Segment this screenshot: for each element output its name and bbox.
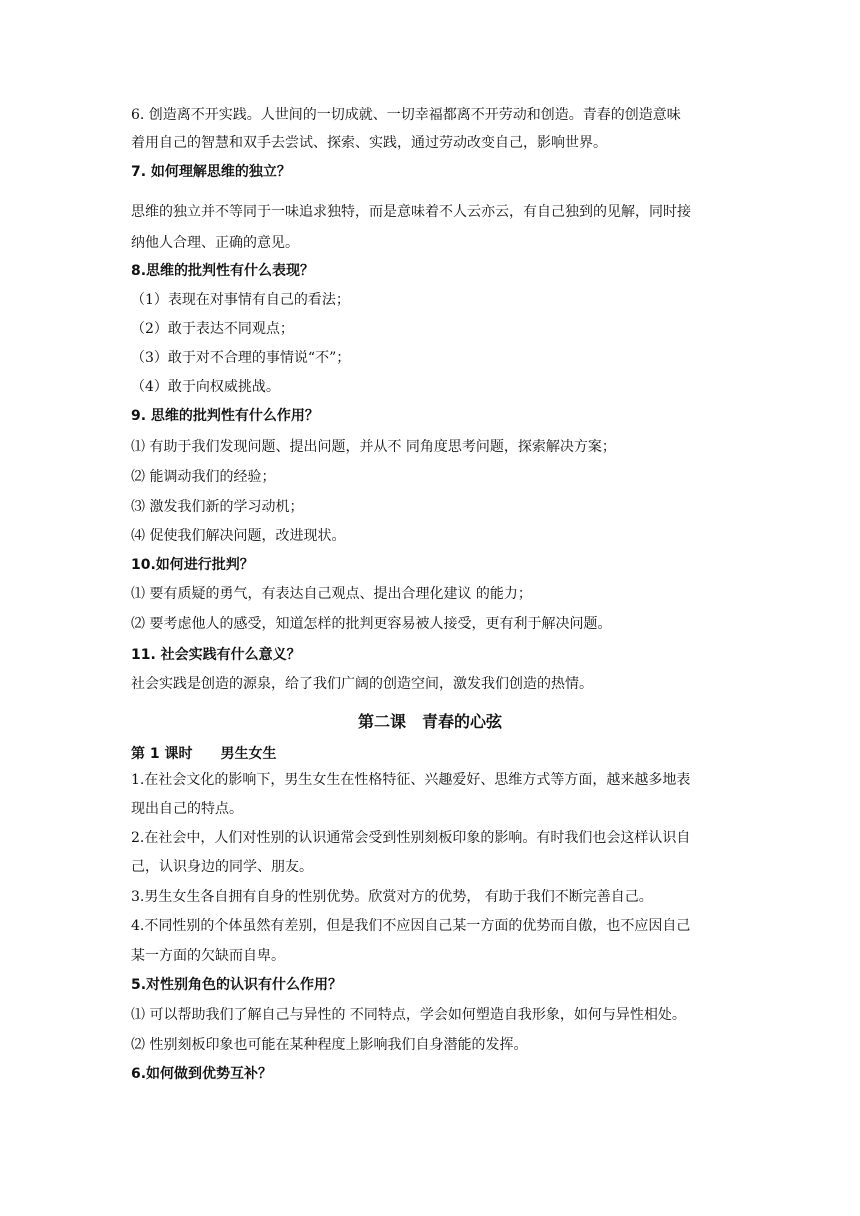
paragraph-line: 社会实践是创造的源泉，给了我们广阔的创造空间，激发我们创造的热情。 <box>131 676 593 692</box>
paragraph-line: 己，认识身边的同学、朋友。 <box>131 859 313 875</box>
paragraph-line: 6. 创造离不开实践。人世间的一切成就、一切幸福都离不开劳动和创造。青春的创造意味 <box>131 107 681 123</box>
question-heading: 6.如何做到优势互补？ <box>131 1066 273 1082</box>
list-item: ⑵ 要考虑他人的感受，知道怎样的批判更容易被人接受，更有利于解决问题。 <box>131 616 612 632</box>
paragraph-line: 1.在社会文化的影响下，男生女生在性格特征、兴趣爱好、思维方式等方面，越来越多地表 <box>131 772 691 788</box>
paragraph-line: 纳他人合理、正确的意见。 <box>131 235 299 251</box>
list-item: ⑷ 促使我们解决问题，改进现状。 <box>131 528 346 544</box>
list-item: ⑴ 有助于我们发现问题、提出问题，并从不 同角度思考问题，探索解决方案； <box>131 439 616 455</box>
question-heading: 8.思维的批判性有什么表现？ <box>131 263 315 279</box>
list-item: （3）敢于对不合理的事情说“不”； <box>131 350 351 366</box>
section-heading: 第 1 课时 男生女生 <box>131 746 277 762</box>
paragraph-line: 着用自己的智慧和双手去尝试、探索、实践，通过劳动改变自己，影响世界。 <box>131 135 607 151</box>
list-item: （4）敢于向权威挑战。 <box>131 379 280 395</box>
list-item: ⑴ 要有质疑的勇气，有表达自己观点、提出合理化建议 的能力； <box>131 586 532 602</box>
paragraph-line: 3.男生女生各自拥有自身的性别优势。欣赏对方的优势， 有助于我们不断完善自己。 <box>131 889 653 905</box>
question-heading: 5.对性别角色的认识有什么作用？ <box>131 977 343 993</box>
list-item: （2）敢于表达不同观点； <box>131 321 294 337</box>
paragraph-line: 现出自己的特点。 <box>131 801 243 817</box>
question-heading: 9. 思维的批判性有什么作用？ <box>131 408 319 424</box>
list-item: ⑵ 能调动我们的经验； <box>131 469 276 485</box>
list-item: ⑶ 激发我们新的学习动机； <box>131 499 304 515</box>
list-item: ⑴ 可以帮助我们了解自己与异性的 不同特点，学会如何塑造自我形象，如何与异性相处。 <box>131 1007 686 1023</box>
lesson-title: 第二课 青春的心弦 <box>357 712 502 731</box>
paragraph-line: 某一方面的欠缺而自卑。 <box>131 948 285 964</box>
question-heading: 10.如何进行批判？ <box>131 557 254 573</box>
question-heading: 7. 如何理解思维的独立？ <box>131 164 291 180</box>
paragraph-line: 2.在社会中，人们对性别的认识通常会受到性别刻板印象的影响。有时我们也会这样认识自 <box>131 830 691 846</box>
paragraph-line: 4.不同性别的个体虽然有差别，但是我们不应因自己某一方面的优势而自傲，也不应因自己 <box>131 918 691 934</box>
list-item: ⑵ 性别刻板印象也可能在某种程度上影响我们自身潜能的发挥。 <box>131 1037 528 1053</box>
question-heading: 11. 社会实践有什么意义？ <box>131 647 301 663</box>
paragraph-line: 思维的独立并不等同于一味追求独特，而是意味着不人云亦云，有自己独到的见解，同时接 <box>131 204 691 220</box>
list-item: （1）表现在对事情有自己的看法； <box>131 292 350 308</box>
